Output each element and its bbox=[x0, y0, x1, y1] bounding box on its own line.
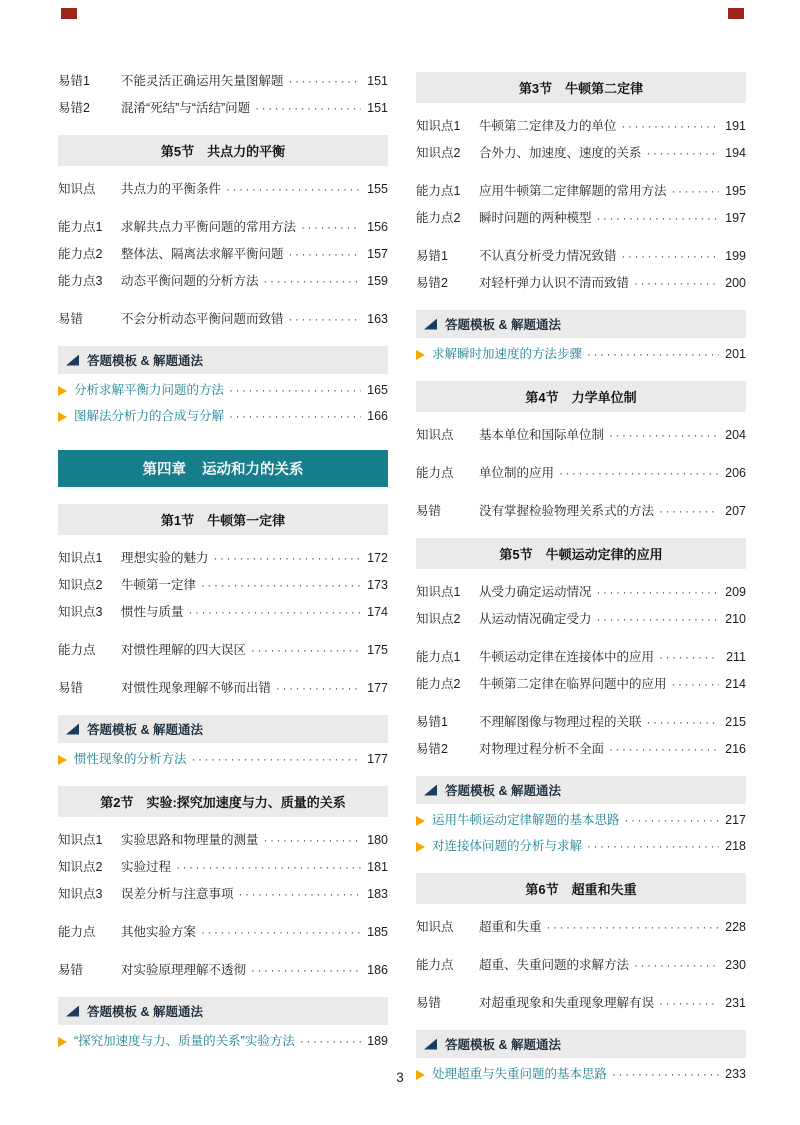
entry-title: 对轻杆弹力认识不清而致错 bbox=[479, 276, 630, 290]
arrow-right-icon bbox=[416, 350, 425, 360]
arrow-right-icon bbox=[58, 755, 67, 765]
section-header bbox=[416, 381, 746, 412]
toc-bullet-item bbox=[58, 407, 388, 426]
dot-leader bbox=[255, 99, 361, 118]
page-number: 3 bbox=[396, 1070, 404, 1085]
chapter-number: 第四章 bbox=[142, 462, 186, 478]
entry-page-number: 218 bbox=[725, 839, 746, 853]
entry-page-number: 173 bbox=[367, 578, 388, 592]
toc-bullet-item bbox=[416, 811, 746, 830]
dot-leader bbox=[597, 209, 719, 228]
entry-page-number: 215 bbox=[725, 715, 746, 729]
dot-leader bbox=[659, 648, 719, 667]
entry-page-number: 194 bbox=[725, 146, 746, 160]
entry-title: 运用牛顿运动定律解题的基本思路 bbox=[432, 813, 620, 827]
toc-entry bbox=[416, 182, 746, 201]
toc-entry bbox=[58, 858, 388, 877]
toc-bullet-item bbox=[416, 837, 746, 856]
section-number: 第5节 bbox=[499, 547, 533, 562]
toc-entry bbox=[58, 549, 388, 568]
entry-label: 知识点2 bbox=[58, 860, 103, 874]
toc-entry bbox=[58, 310, 388, 329]
entry-label: 易错 bbox=[416, 504, 442, 518]
toc-entry bbox=[58, 641, 388, 660]
section-title: 共点力的平衡 bbox=[207, 144, 286, 159]
entry-page-number: 217 bbox=[725, 813, 746, 827]
toc-entry bbox=[416, 426, 746, 445]
entry-title: 牛顿第一定律 bbox=[121, 578, 197, 592]
entry-title: 混淆“死结”与“活结”问题 bbox=[121, 101, 251, 115]
toc-entry bbox=[58, 180, 388, 199]
entry-label: 能力点 bbox=[416, 958, 454, 972]
toc-bullet-item bbox=[58, 381, 388, 400]
toc-entry bbox=[58, 272, 388, 291]
entry-page-number: 195 bbox=[725, 184, 746, 198]
answer-template-header bbox=[58, 715, 388, 743]
section-number: 第5节 bbox=[160, 144, 195, 159]
dot-leader bbox=[559, 464, 719, 483]
entry-page-number: 183 bbox=[367, 887, 388, 901]
entry-title: 处理超重与失重问题的基本思路 bbox=[432, 1067, 608, 1081]
entry-label: 知识点3 bbox=[58, 887, 103, 901]
entry-label: 知识点1 bbox=[58, 551, 103, 565]
entry-page-number: 175 bbox=[367, 643, 388, 657]
entry-title: 从运动情况确定受力 bbox=[479, 612, 592, 626]
entry-label: 易错 bbox=[58, 312, 84, 326]
entry-title: 应用牛顿第二定律解题的常用方法 bbox=[479, 184, 667, 198]
flag-triangle-icon bbox=[66, 355, 79, 366]
entry-page-number: 216 bbox=[725, 742, 746, 756]
toc-entry bbox=[416, 209, 746, 228]
entry-page-number: 201 bbox=[725, 347, 746, 361]
dot-leader bbox=[672, 182, 719, 201]
toc-entry bbox=[58, 679, 388, 698]
chapter-header bbox=[58, 450, 388, 487]
toc-entry bbox=[416, 610, 746, 629]
entry-page-number: 230 bbox=[725, 958, 746, 972]
entry-label: 知识点 bbox=[58, 182, 96, 196]
toc-entry bbox=[416, 713, 746, 732]
entry-title: 图解法分析力的合成与分解 bbox=[74, 409, 225, 423]
entry-page-number: 211 bbox=[726, 650, 746, 664]
flag-triangle-icon bbox=[424, 785, 437, 796]
dot-leader bbox=[201, 576, 361, 595]
template-header-label: 答题模板 & 解题通法 bbox=[87, 354, 203, 368]
flag-triangle-icon bbox=[424, 1039, 437, 1050]
dot-leader bbox=[609, 740, 719, 759]
section-number: 第1节 bbox=[160, 513, 195, 528]
section-header bbox=[58, 135, 388, 166]
entry-label: 易错 bbox=[416, 996, 442, 1010]
entry-label: 知识点2 bbox=[416, 612, 461, 626]
entry-page-number: 155 bbox=[367, 182, 388, 196]
section-title: 超重和失重 bbox=[571, 882, 637, 897]
dot-leader bbox=[609, 426, 719, 445]
entry-label: 能力点2 bbox=[416, 677, 461, 691]
section-header bbox=[416, 873, 746, 904]
corner-mark-left-icon bbox=[61, 8, 77, 19]
toc-entry bbox=[58, 576, 388, 595]
answer-template-header bbox=[416, 310, 746, 338]
toc-entry bbox=[58, 831, 388, 850]
entry-page-number: 185 bbox=[367, 925, 388, 939]
entry-title: 实验过程 bbox=[121, 860, 172, 874]
entry-page-number: 157 bbox=[367, 247, 388, 261]
toc-entry bbox=[416, 583, 746, 602]
entry-title: 单位制的应用 bbox=[479, 466, 555, 480]
chapter-title: 运动和力的关系 bbox=[202, 462, 304, 478]
entry-label: 易错2 bbox=[416, 742, 448, 756]
entry-label: 能力点1 bbox=[416, 184, 461, 198]
entry-page-number: 206 bbox=[725, 466, 746, 480]
entry-page-number: 172 bbox=[367, 551, 388, 565]
section-header bbox=[416, 538, 746, 569]
entry-page-number: 228 bbox=[725, 920, 746, 934]
toc-entry bbox=[416, 144, 746, 163]
entry-title: 基本单位和国际单位制 bbox=[479, 428, 605, 442]
toc-entry bbox=[416, 994, 746, 1013]
entry-page-number: 180 bbox=[367, 833, 388, 847]
flag-triangle-icon bbox=[66, 724, 79, 735]
entry-title: 牛顿第二定律及力的单位 bbox=[479, 119, 617, 133]
entry-label: 能力点 bbox=[416, 466, 454, 480]
dot-leader bbox=[622, 117, 719, 136]
dot-leader bbox=[289, 72, 361, 91]
entry-label: 能力点1 bbox=[58, 220, 103, 234]
entry-page-number: 159 bbox=[367, 274, 388, 288]
dot-leader bbox=[634, 274, 719, 293]
entry-page-number: 197 bbox=[725, 211, 746, 225]
entry-title: 对惯性理解的四大误区 bbox=[121, 643, 247, 657]
dot-leader bbox=[289, 245, 361, 264]
section-number: 第4节 bbox=[525, 390, 559, 405]
dot-leader bbox=[547, 918, 719, 937]
toc-entry bbox=[416, 247, 746, 266]
entry-label: 知识点3 bbox=[58, 605, 103, 619]
arrow-right-icon bbox=[416, 842, 425, 852]
dot-leader bbox=[659, 994, 719, 1013]
dot-leader bbox=[597, 610, 719, 629]
toc-entry bbox=[58, 245, 388, 264]
answer-template-header bbox=[58, 997, 388, 1025]
toc-bullet-item bbox=[416, 345, 746, 364]
entry-label: 易错2 bbox=[58, 101, 90, 115]
toc-content bbox=[58, 72, 746, 1091]
toc-entry bbox=[416, 464, 746, 483]
toc-entry bbox=[58, 923, 388, 942]
entry-page-number: 181 bbox=[367, 860, 388, 874]
dot-leader bbox=[597, 583, 719, 602]
entry-page-number: 186 bbox=[367, 963, 388, 977]
entry-label: 能力点 bbox=[58, 925, 96, 939]
dot-leader bbox=[587, 837, 719, 856]
toc-entry bbox=[416, 918, 746, 937]
entry-page-number: 200 bbox=[725, 276, 746, 290]
entry-title: 超重和失重 bbox=[479, 920, 542, 934]
template-header-label: 答题模板 & 解题通法 bbox=[445, 318, 561, 332]
entry-label: 知识点 bbox=[416, 920, 454, 934]
entry-title: 共点力的平衡条件 bbox=[121, 182, 222, 196]
entry-title: 不能灵活正确运用矢量图解题 bbox=[121, 74, 284, 88]
entry-title: 对连接体问题的分析与求解 bbox=[432, 839, 583, 853]
entry-page-number: 191 bbox=[725, 119, 746, 133]
dot-leader bbox=[622, 247, 719, 266]
answer-template-header bbox=[58, 346, 388, 374]
answer-template-header bbox=[416, 776, 746, 804]
toc-column bbox=[58, 72, 388, 1091]
dot-leader bbox=[659, 502, 719, 521]
entry-label: 知识点1 bbox=[58, 833, 103, 847]
entry-title: 瞬时问题的两种模型 bbox=[479, 211, 592, 225]
entry-page-number: 214 bbox=[725, 677, 746, 691]
entry-page-number: 233 bbox=[725, 1067, 746, 1081]
entry-page-number: 177 bbox=[367, 752, 388, 766]
dot-leader bbox=[192, 750, 361, 769]
toc-bullet-item bbox=[58, 1032, 388, 1051]
dot-leader bbox=[647, 713, 719, 732]
entry-title: 求解共点力平衡问题的常用方法 bbox=[121, 220, 297, 234]
dot-leader bbox=[587, 345, 719, 364]
entry-title: 不会分析动态平衡问题而致错 bbox=[121, 312, 284, 326]
entry-title: 不理解图像与物理过程的关联 bbox=[479, 715, 642, 729]
entry-title: 惯性现象的分析方法 bbox=[74, 752, 187, 766]
entry-page-number: 174 bbox=[367, 605, 388, 619]
entry-title: 实验思路和物理量的测量 bbox=[121, 833, 259, 847]
entry-title: 对物理过程分析不全面 bbox=[479, 742, 605, 756]
entry-page-number: 189 bbox=[367, 1034, 388, 1048]
dot-leader bbox=[647, 144, 719, 163]
template-header-label: 答题模板 & 解题通法 bbox=[445, 784, 561, 798]
entry-title: 对实验原理理解不透彻 bbox=[121, 963, 247, 977]
section-title: 牛顿第二定律 bbox=[565, 81, 644, 96]
entry-label: 能力点2 bbox=[416, 211, 461, 225]
toc-entry bbox=[58, 961, 388, 980]
dot-leader bbox=[229, 407, 361, 426]
toc-entry bbox=[416, 502, 746, 521]
entry-title: 动态平衡问题的分析方法 bbox=[121, 274, 259, 288]
toc-entry bbox=[416, 956, 746, 975]
entry-label: 知识点1 bbox=[416, 119, 461, 133]
section-number: 第2节 bbox=[100, 795, 134, 810]
template-header-label: 答题模板 & 解题通法 bbox=[87, 1005, 203, 1019]
dot-leader bbox=[634, 956, 719, 975]
entry-label: 能力点3 bbox=[58, 274, 103, 288]
dot-leader bbox=[251, 641, 361, 660]
toc-entry bbox=[416, 740, 746, 759]
dot-leader bbox=[264, 831, 361, 850]
entry-page-number: 204 bbox=[725, 428, 746, 442]
entry-page-number: 207 bbox=[725, 504, 746, 518]
entry-page-number: 166 bbox=[367, 409, 388, 423]
toc-entry bbox=[416, 274, 746, 293]
flag-triangle-icon bbox=[424, 319, 437, 330]
entry-label: 能力点1 bbox=[416, 650, 461, 664]
entry-label: 能力点 bbox=[58, 643, 96, 657]
entry-title: 对超重现象和失重现象理解有误 bbox=[479, 996, 655, 1010]
entry-title: 误差分析与注意事项 bbox=[121, 887, 234, 901]
toc-entry bbox=[416, 675, 746, 694]
section-number: 第6节 bbox=[525, 882, 559, 897]
entry-label: 易错 bbox=[58, 681, 84, 695]
dot-leader bbox=[229, 381, 361, 400]
entry-page-number: 151 bbox=[367, 74, 388, 88]
entry-page-number: 199 bbox=[725, 249, 746, 263]
arrow-right-icon bbox=[58, 386, 67, 396]
entry-label: 易错1 bbox=[58, 74, 90, 88]
entry-label: 易错1 bbox=[416, 249, 448, 263]
dot-leader bbox=[625, 811, 719, 830]
section-header bbox=[58, 786, 388, 817]
dot-leader bbox=[176, 858, 361, 877]
entry-label: 知识点1 bbox=[416, 585, 461, 599]
arrow-right-icon bbox=[416, 816, 425, 826]
entry-label: 知识点2 bbox=[58, 578, 103, 592]
dot-leader bbox=[251, 961, 361, 980]
entry-page-number: 210 bbox=[725, 612, 746, 626]
section-number: 第3节 bbox=[518, 81, 553, 96]
toc-entry bbox=[58, 99, 388, 118]
arrow-right-icon bbox=[58, 412, 67, 422]
entry-label: 知识点 bbox=[416, 428, 454, 442]
entry-title: 求解瞬时加速度的方法步骤 bbox=[432, 347, 583, 361]
entry-label: 能力点2 bbox=[58, 247, 103, 261]
toc-entry bbox=[58, 218, 388, 237]
entry-title: 惯性与质量 bbox=[121, 605, 184, 619]
entry-title: 超重、失重问题的求解方法 bbox=[479, 958, 630, 972]
dot-leader bbox=[300, 1032, 361, 1051]
entry-title: 其他实验方案 bbox=[121, 925, 197, 939]
flag-triangle-icon bbox=[66, 1006, 79, 1017]
section-title: 牛顿第一定律 bbox=[207, 513, 286, 528]
dot-leader bbox=[226, 180, 361, 199]
dot-leader bbox=[289, 310, 361, 329]
entry-page-number: 231 bbox=[725, 996, 746, 1010]
section-header bbox=[58, 504, 388, 535]
entry-page-number: 163 bbox=[367, 312, 388, 326]
entry-label: 易错1 bbox=[416, 715, 448, 729]
dot-leader bbox=[201, 923, 361, 942]
dot-leader bbox=[264, 272, 361, 291]
entry-page-number: 151 bbox=[367, 101, 388, 115]
section-header bbox=[416, 72, 746, 103]
entry-page-number: 156 bbox=[367, 220, 388, 234]
entry-title: 分析求解平衡力问题的方法 bbox=[74, 383, 225, 397]
section-title: 牛顿运动定律的应用 bbox=[545, 547, 663, 562]
dot-leader bbox=[239, 885, 361, 904]
toc-entry bbox=[58, 885, 388, 904]
dot-leader bbox=[189, 603, 361, 622]
answer-template-header bbox=[416, 1030, 746, 1058]
template-header-label: 答题模板 & 解题通法 bbox=[87, 723, 203, 737]
entry-page-number: 209 bbox=[725, 585, 746, 599]
toc-entry bbox=[416, 648, 746, 667]
entry-title: 整体法、隔离法求解平衡问题 bbox=[121, 247, 284, 261]
arrow-right-icon bbox=[58, 1037, 67, 1047]
toc-entry bbox=[58, 72, 388, 91]
dot-leader bbox=[214, 549, 361, 568]
entry-title: 合外力、加速度、速度的关系 bbox=[479, 146, 642, 160]
entry-title: 牛顿第二定律在临界问题中的应用 bbox=[479, 677, 667, 691]
entry-title: “探究加速度与力、质量的关系”实验方法 bbox=[74, 1034, 295, 1048]
dot-leader bbox=[301, 218, 361, 237]
entry-title: 没有掌握检验物理关系式的方法 bbox=[479, 504, 655, 518]
dot-leader bbox=[276, 679, 361, 698]
toc-bullet-item bbox=[58, 750, 388, 769]
toc-entry bbox=[416, 117, 746, 136]
entry-page-number: 165 bbox=[367, 383, 388, 397]
toc-column bbox=[416, 72, 746, 1091]
entry-page-number: 177 bbox=[367, 681, 388, 695]
entry-title: 牛顿运动定律在连接体中的应用 bbox=[479, 650, 655, 664]
corner-mark-right-icon bbox=[728, 8, 744, 19]
entry-label: 知识点2 bbox=[416, 146, 461, 160]
dot-leader bbox=[672, 675, 719, 694]
entry-title: 理想实验的魅力 bbox=[121, 551, 209, 565]
entry-title: 对惯性现象理解不够而出错 bbox=[121, 681, 272, 695]
template-header-label: 答题模板 & 解题通法 bbox=[445, 1038, 561, 1052]
section-title: 力学单位制 bbox=[571, 390, 637, 405]
entry-title: 不认真分析受力情况致错 bbox=[479, 249, 617, 263]
entry-label: 易错2 bbox=[416, 276, 448, 290]
entry-label: 易错 bbox=[58, 963, 84, 977]
toc-entry bbox=[58, 603, 388, 622]
section-title: 实验:探究加速度与力、质量的关系 bbox=[146, 795, 346, 810]
entry-title: 从受力确定运动情况 bbox=[479, 585, 592, 599]
